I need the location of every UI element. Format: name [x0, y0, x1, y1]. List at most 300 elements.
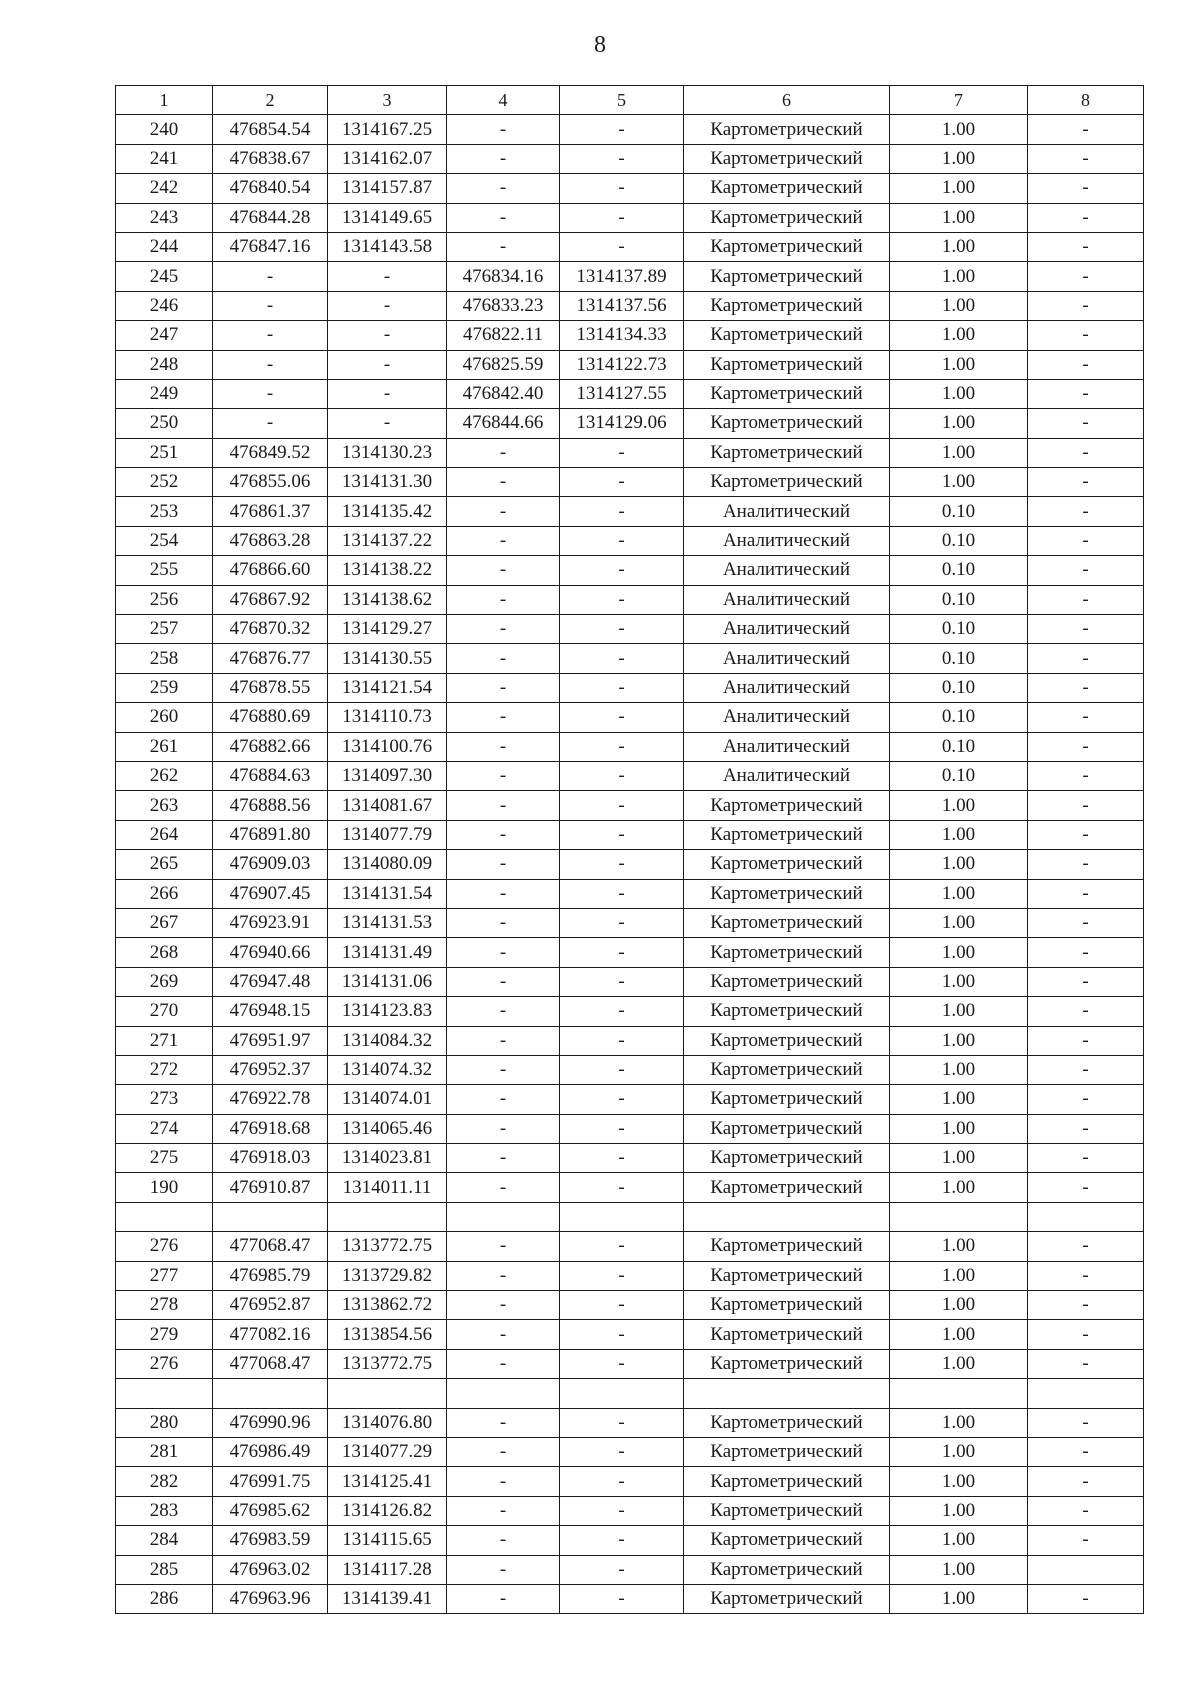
table-cell: -: [560, 1173, 684, 1202]
table-row: [116, 938, 1144, 967]
table-cell: 1.00: [890, 203, 1028, 232]
table-cell: 476884.63: [213, 761, 328, 790]
table-cell: 285: [116, 1555, 213, 1584]
table-row: [116, 1291, 1144, 1320]
table-cell: 278: [116, 1291, 213, 1320]
column-header: 7: [890, 86, 1028, 115]
table-cell: 243: [116, 203, 213, 232]
table-cell: Картометрический: [684, 1173, 890, 1202]
table-row: [116, 850, 1144, 879]
table-cell: 1314074.01: [328, 1085, 447, 1114]
table-cell: 1314023.81: [328, 1144, 447, 1173]
table-cell: -: [447, 673, 560, 702]
table-cell: 476876.77: [213, 644, 328, 673]
table-cell: -: [560, 1232, 684, 1261]
table-cell: 476867.92: [213, 585, 328, 614]
table-cell: -: [447, 1584, 560, 1613]
table-cell: 476854.54: [213, 115, 328, 144]
table-cell: -: [560, 997, 684, 1026]
table-cell: 0.10: [890, 497, 1028, 526]
table-row: [116, 144, 1144, 173]
table-cell: 1.00: [890, 174, 1028, 203]
table-cell: 0.10: [890, 615, 1028, 644]
table-cell: -: [1028, 144, 1144, 173]
table-cell: 1314130.55: [328, 644, 447, 673]
table-cell: -: [1028, 1085, 1144, 1114]
table-cell: Картометрический: [684, 1526, 890, 1555]
table-cell: 286: [116, 1584, 213, 1613]
table-cell: -: [447, 703, 560, 732]
table-row: [116, 1232, 1144, 1261]
table-cell: 1.00: [890, 1555, 1028, 1584]
table-cell: [1028, 1555, 1144, 1584]
table-cell: Картометрический: [684, 1232, 890, 1261]
table-cell: Картометрический: [684, 1584, 890, 1613]
table-cell: 1.00: [890, 379, 1028, 408]
table-cell: -: [1028, 1261, 1144, 1290]
table-cell: -: [560, 938, 684, 967]
table-cell: -: [328, 409, 447, 438]
table-cell: -: [560, 203, 684, 232]
table-cell: -: [447, 1261, 560, 1290]
table-cell: Аналитический: [684, 526, 890, 555]
table-cell: 1314131.53: [328, 908, 447, 937]
table-cell: 1.00: [890, 791, 1028, 820]
table-row: [116, 556, 1144, 585]
table-cell: [116, 1202, 213, 1231]
table-cell: 1314077.29: [328, 1437, 447, 1466]
table-cell: Картометрический: [684, 379, 890, 408]
table-cell: -: [1028, 997, 1144, 1026]
table-cell: -: [1028, 1291, 1144, 1320]
table-cell: -: [447, 615, 560, 644]
table-cell: -: [1028, 879, 1144, 908]
table-cell: Картометрический: [684, 820, 890, 849]
table-cell: -: [560, 1320, 684, 1349]
table-cell: -: [560, 526, 684, 555]
table-cell: 1.00: [890, 820, 1028, 849]
table-cell: -: [560, 1584, 684, 1613]
table-cell: -: [328, 379, 447, 408]
table-row: [116, 761, 1144, 790]
table-row: [116, 644, 1144, 673]
table-cell: -: [1028, 438, 1144, 467]
table-cell: 275: [116, 1144, 213, 1173]
table-cell: Картометрический: [684, 908, 890, 937]
table-row: [116, 967, 1144, 996]
table-cell: 476985.62: [213, 1496, 328, 1525]
table-cell: 265: [116, 850, 213, 879]
table-cell: 476840.54: [213, 174, 328, 203]
table-row: [116, 1085, 1144, 1114]
table-row: [116, 526, 1144, 555]
table-cell: -: [560, 644, 684, 673]
table-cell: -: [1028, 703, 1144, 732]
table-cell: 270: [116, 997, 213, 1026]
table-cell: -: [447, 967, 560, 996]
table-cell: 476847.16: [213, 232, 328, 261]
table-cell: -: [447, 1467, 560, 1496]
table-cell: 242: [116, 174, 213, 203]
table-cell: 476844.28: [213, 203, 328, 232]
table-cell: 476861.37: [213, 497, 328, 526]
table-cell: -: [560, 1437, 684, 1466]
table-cell: 1314134.33: [560, 321, 684, 350]
table-cell: -: [447, 791, 560, 820]
table-row: [116, 1144, 1144, 1173]
table-cell: 1313862.72: [328, 1291, 447, 1320]
table-cell: -: [1028, 644, 1144, 673]
table-cell: -: [1028, 262, 1144, 291]
table-cell: Картометрический: [684, 967, 890, 996]
table-cell: 1.00: [890, 1026, 1028, 1055]
table-cell: 476985.79: [213, 1261, 328, 1290]
table-row: [116, 585, 1144, 614]
table-cell: 0.10: [890, 673, 1028, 702]
table-cell: 1.00: [890, 1320, 1028, 1349]
table-separator-row: [116, 1379, 1144, 1408]
table-cell: -: [1028, 409, 1144, 438]
table-cell: [684, 1202, 890, 1231]
table-separator-row: [116, 1202, 1144, 1231]
table-cell: 0.10: [890, 732, 1028, 761]
table-cell: -: [1028, 967, 1144, 996]
table-row: [116, 615, 1144, 644]
table-cell: 280: [116, 1408, 213, 1437]
table-row: [116, 291, 1144, 320]
table-cell: -: [560, 761, 684, 790]
table-cell: 1314139.41: [328, 1584, 447, 1613]
table-cell: 0.10: [890, 703, 1028, 732]
table-cell: 190: [116, 1173, 213, 1202]
table-row: [116, 1055, 1144, 1084]
table-cell: 1.00: [890, 1408, 1028, 1437]
table-cell: -: [1028, 1584, 1144, 1613]
table-cell: -: [560, 174, 684, 203]
table-cell: 477068.47: [213, 1232, 328, 1261]
table-row: [116, 321, 1144, 350]
table-cell: -: [447, 1291, 560, 1320]
table-cell: Картометрический: [684, 997, 890, 1026]
table-row: [116, 820, 1144, 849]
table-cell: 476986.49: [213, 1437, 328, 1466]
table-cell: 477068.47: [213, 1349, 328, 1378]
table-cell: Аналитический: [684, 703, 890, 732]
table-cell: Картометрический: [684, 468, 890, 497]
table-cell: 476922.78: [213, 1085, 328, 1114]
table-cell: 274: [116, 1114, 213, 1143]
table-cell: 476870.32: [213, 615, 328, 644]
table-cell: -: [560, 732, 684, 761]
table-cell: 1.00: [890, 1584, 1028, 1613]
table-cell: 476822.11: [447, 321, 560, 350]
table-row: [116, 350, 1144, 379]
table-cell: 476849.52: [213, 438, 328, 467]
table-row: [116, 1349, 1144, 1378]
table-cell: 1314131.30: [328, 468, 447, 497]
column-header: 4: [447, 86, 560, 115]
table-row: [116, 438, 1144, 467]
table-cell: 1314149.65: [328, 203, 447, 232]
table-cell: 255: [116, 556, 213, 585]
table-cell: 476880.69: [213, 703, 328, 732]
table-cell: -: [1028, 1055, 1144, 1084]
table-cell: -: [1028, 497, 1144, 526]
table-row: [116, 1173, 1144, 1202]
table-cell: -: [447, 1144, 560, 1173]
table-row: [116, 174, 1144, 203]
table-cell: 249: [116, 379, 213, 408]
table-cell: Картометрический: [684, 144, 890, 173]
table-cell: 1314081.67: [328, 791, 447, 820]
table-cell: -: [560, 879, 684, 908]
table-cell: -: [1028, 1496, 1144, 1525]
table-cell: Картометрический: [684, 1437, 890, 1466]
table-cell: [684, 1379, 890, 1408]
table-cell: -: [1028, 585, 1144, 614]
table-cell: [1028, 1202, 1144, 1231]
table-row: [116, 732, 1144, 761]
table-cell: 1.00: [890, 879, 1028, 908]
table-cell: 1314122.73: [560, 350, 684, 379]
table-cell: 0.10: [890, 585, 1028, 614]
table-cell: Аналитический: [684, 615, 890, 644]
table-cell: Картометрический: [684, 938, 890, 967]
table-cell: -: [560, 908, 684, 937]
table-cell: -: [560, 615, 684, 644]
table-cell: [116, 1379, 213, 1408]
table-cell: [328, 1202, 447, 1231]
table-cell: 1313772.75: [328, 1349, 447, 1378]
table-cell: -: [1028, 732, 1144, 761]
table-cell: 1314011.11: [328, 1173, 447, 1202]
table-cell: -: [447, 115, 560, 144]
table-cell: -: [1028, 820, 1144, 849]
table-row: [116, 1114, 1144, 1143]
table-cell: 1314076.80: [328, 1408, 447, 1437]
table-cell: 1314123.83: [328, 997, 447, 1026]
table-cell: 1314131.49: [328, 938, 447, 967]
table-cell: -: [447, 1114, 560, 1143]
table-cell: 1.00: [890, 409, 1028, 438]
table-cell: 258: [116, 644, 213, 673]
table-cell: -: [447, 438, 560, 467]
table-cell: -: [447, 526, 560, 555]
table-cell: -: [560, 115, 684, 144]
table-cell: 476891.80: [213, 820, 328, 849]
table-cell: -: [1028, 850, 1144, 879]
table-cell: -: [1028, 1437, 1144, 1466]
table-row: [116, 703, 1144, 732]
table-cell: -: [1028, 791, 1144, 820]
table-cell: 476825.59: [447, 350, 560, 379]
table-cell: -: [560, 144, 684, 173]
table-cell: 261: [116, 732, 213, 761]
table-cell: -: [1028, 203, 1144, 232]
table-cell: -: [447, 1320, 560, 1349]
table-cell: -: [213, 379, 328, 408]
table-cell: Картометрический: [684, 1114, 890, 1143]
table-cell: 1.00: [890, 1085, 1028, 1114]
table-cell: Картометрический: [684, 879, 890, 908]
table-cell: 1314084.32: [328, 1026, 447, 1055]
table-cell: 1314097.30: [328, 761, 447, 790]
table-cell: 269: [116, 967, 213, 996]
table-cell: -: [447, 644, 560, 673]
table-cell: -: [1028, 526, 1144, 555]
table-header-row: [116, 86, 1144, 115]
table-cell: 271: [116, 1026, 213, 1055]
table-cell: 266: [116, 879, 213, 908]
table-row: [116, 1496, 1144, 1525]
table-cell: Картометрический: [684, 1467, 890, 1496]
table-cell: 1.00: [890, 262, 1028, 291]
table-cell: -: [213, 350, 328, 379]
table-cell: 1.00: [890, 1437, 1028, 1466]
table-cell: 1314138.22: [328, 556, 447, 585]
table-cell: -: [1028, 468, 1144, 497]
table-cell: -: [447, 174, 560, 203]
table-cell: [447, 1379, 560, 1408]
table-cell: 1313729.82: [328, 1261, 447, 1290]
table-cell: -: [1028, 761, 1144, 790]
table-cell: 1314126.82: [328, 1496, 447, 1525]
table-cell: 1314157.87: [328, 174, 447, 203]
table-cell: 476882.66: [213, 732, 328, 761]
table-row: [116, 409, 1144, 438]
table-cell: -: [447, 1349, 560, 1378]
table-cell: Картометрический: [684, 1320, 890, 1349]
table-cell: -: [447, 1437, 560, 1466]
table-cell: -: [447, 820, 560, 849]
table-cell: 476842.40: [447, 379, 560, 408]
table-cell: 283: [116, 1496, 213, 1525]
table-cell: 1314137.22: [328, 526, 447, 555]
table-cell: -: [1028, 1173, 1144, 1202]
table-cell: [560, 1202, 684, 1231]
table-cell: Картометрический: [684, 1055, 890, 1084]
table-row: [116, 1526, 1144, 1555]
table-cell: 476866.60: [213, 556, 328, 585]
table-cell: 1314131.06: [328, 967, 447, 996]
table-cell: 282: [116, 1467, 213, 1496]
table-cell: Картометрический: [684, 1144, 890, 1173]
table-cell: 0.10: [890, 761, 1028, 790]
table-cell: -: [447, 850, 560, 879]
table-cell: 1.00: [890, 1291, 1028, 1320]
table-cell: -: [560, 1526, 684, 1555]
table-cell: 1.00: [890, 468, 1028, 497]
coordinates-table: [115, 85, 1144, 1614]
table-row: [116, 115, 1144, 144]
table-cell: 250: [116, 409, 213, 438]
table-cell: Картометрический: [684, 1555, 890, 1584]
table-cell: -: [1028, 1026, 1144, 1055]
table-cell: -: [560, 1261, 684, 1290]
table-cell: 1314080.09: [328, 850, 447, 879]
table-row: [116, 791, 1144, 820]
table-cell: -: [447, 1526, 560, 1555]
table-cell: 273: [116, 1085, 213, 1114]
table-cell: 476910.87: [213, 1173, 328, 1202]
table-cell: -: [560, 967, 684, 996]
table-cell: Картометрический: [684, 262, 890, 291]
table-cell: Картометрический: [684, 791, 890, 820]
table-cell: Картометрический: [684, 1026, 890, 1055]
table-cell: -: [447, 879, 560, 908]
table-cell: 1314121.54: [328, 673, 447, 702]
table-cell: 1.00: [890, 232, 1028, 261]
table-cell: 476918.68: [213, 1114, 328, 1143]
table-row: [116, 1467, 1144, 1496]
table-cell: 1.00: [890, 350, 1028, 379]
table-cell: 1314100.76: [328, 732, 447, 761]
table-row: [116, 1437, 1144, 1466]
table-cell: 272: [116, 1055, 213, 1084]
table-cell: 476940.66: [213, 938, 328, 967]
table-row: [116, 997, 1144, 1026]
column-header: 8: [1028, 86, 1144, 115]
column-header: 3: [328, 86, 447, 115]
table-cell: Картометрический: [684, 850, 890, 879]
table-cell: 253: [116, 497, 213, 526]
table-cell: -: [560, 1085, 684, 1114]
column-header: 5: [560, 86, 684, 115]
table-cell: -: [1028, 1320, 1144, 1349]
table-cell: [213, 1379, 328, 1408]
table-cell: 254: [116, 526, 213, 555]
table-cell: -: [328, 262, 447, 291]
table-cell: Картометрический: [684, 1261, 890, 1290]
table-cell: 1314143.58: [328, 232, 447, 261]
table-cell: 241: [116, 144, 213, 173]
table-cell: -: [560, 556, 684, 585]
table-cell: 262: [116, 761, 213, 790]
table-cell: [447, 1202, 560, 1231]
table-row: [116, 1555, 1144, 1584]
table-cell: 1314129.06: [560, 409, 684, 438]
table-cell: 476909.03: [213, 850, 328, 879]
table-cell: 279: [116, 1320, 213, 1349]
table-cell: 240: [116, 115, 213, 144]
table-cell: -: [447, 556, 560, 585]
table-cell: -: [447, 232, 560, 261]
table-cell: 245: [116, 262, 213, 291]
table-cell: Аналитический: [684, 761, 890, 790]
table-cell: 252: [116, 468, 213, 497]
table-cell: -: [213, 409, 328, 438]
table-cell: 1313772.75: [328, 1232, 447, 1261]
table-cell: [890, 1202, 1028, 1231]
table-cell: -: [560, 1496, 684, 1525]
table-cell: 476888.56: [213, 791, 328, 820]
table-cell: 1.00: [890, 438, 1028, 467]
table-cell: Картометрический: [684, 350, 890, 379]
table-cell: -: [447, 585, 560, 614]
table-cell: 281: [116, 1437, 213, 1466]
table-cell: [890, 1379, 1028, 1408]
table-cell: -: [560, 1349, 684, 1378]
table-cell: 1314115.65: [328, 1526, 447, 1555]
table-cell: 476833.23: [447, 291, 560, 320]
column-header: 2: [213, 86, 328, 115]
table-cell: 476963.96: [213, 1584, 328, 1613]
table-cell: -: [1028, 232, 1144, 261]
table-cell: -: [560, 673, 684, 702]
table-row: [116, 1320, 1144, 1349]
table-cell: Аналитический: [684, 644, 890, 673]
table-cell: 1314117.28: [328, 1555, 447, 1584]
